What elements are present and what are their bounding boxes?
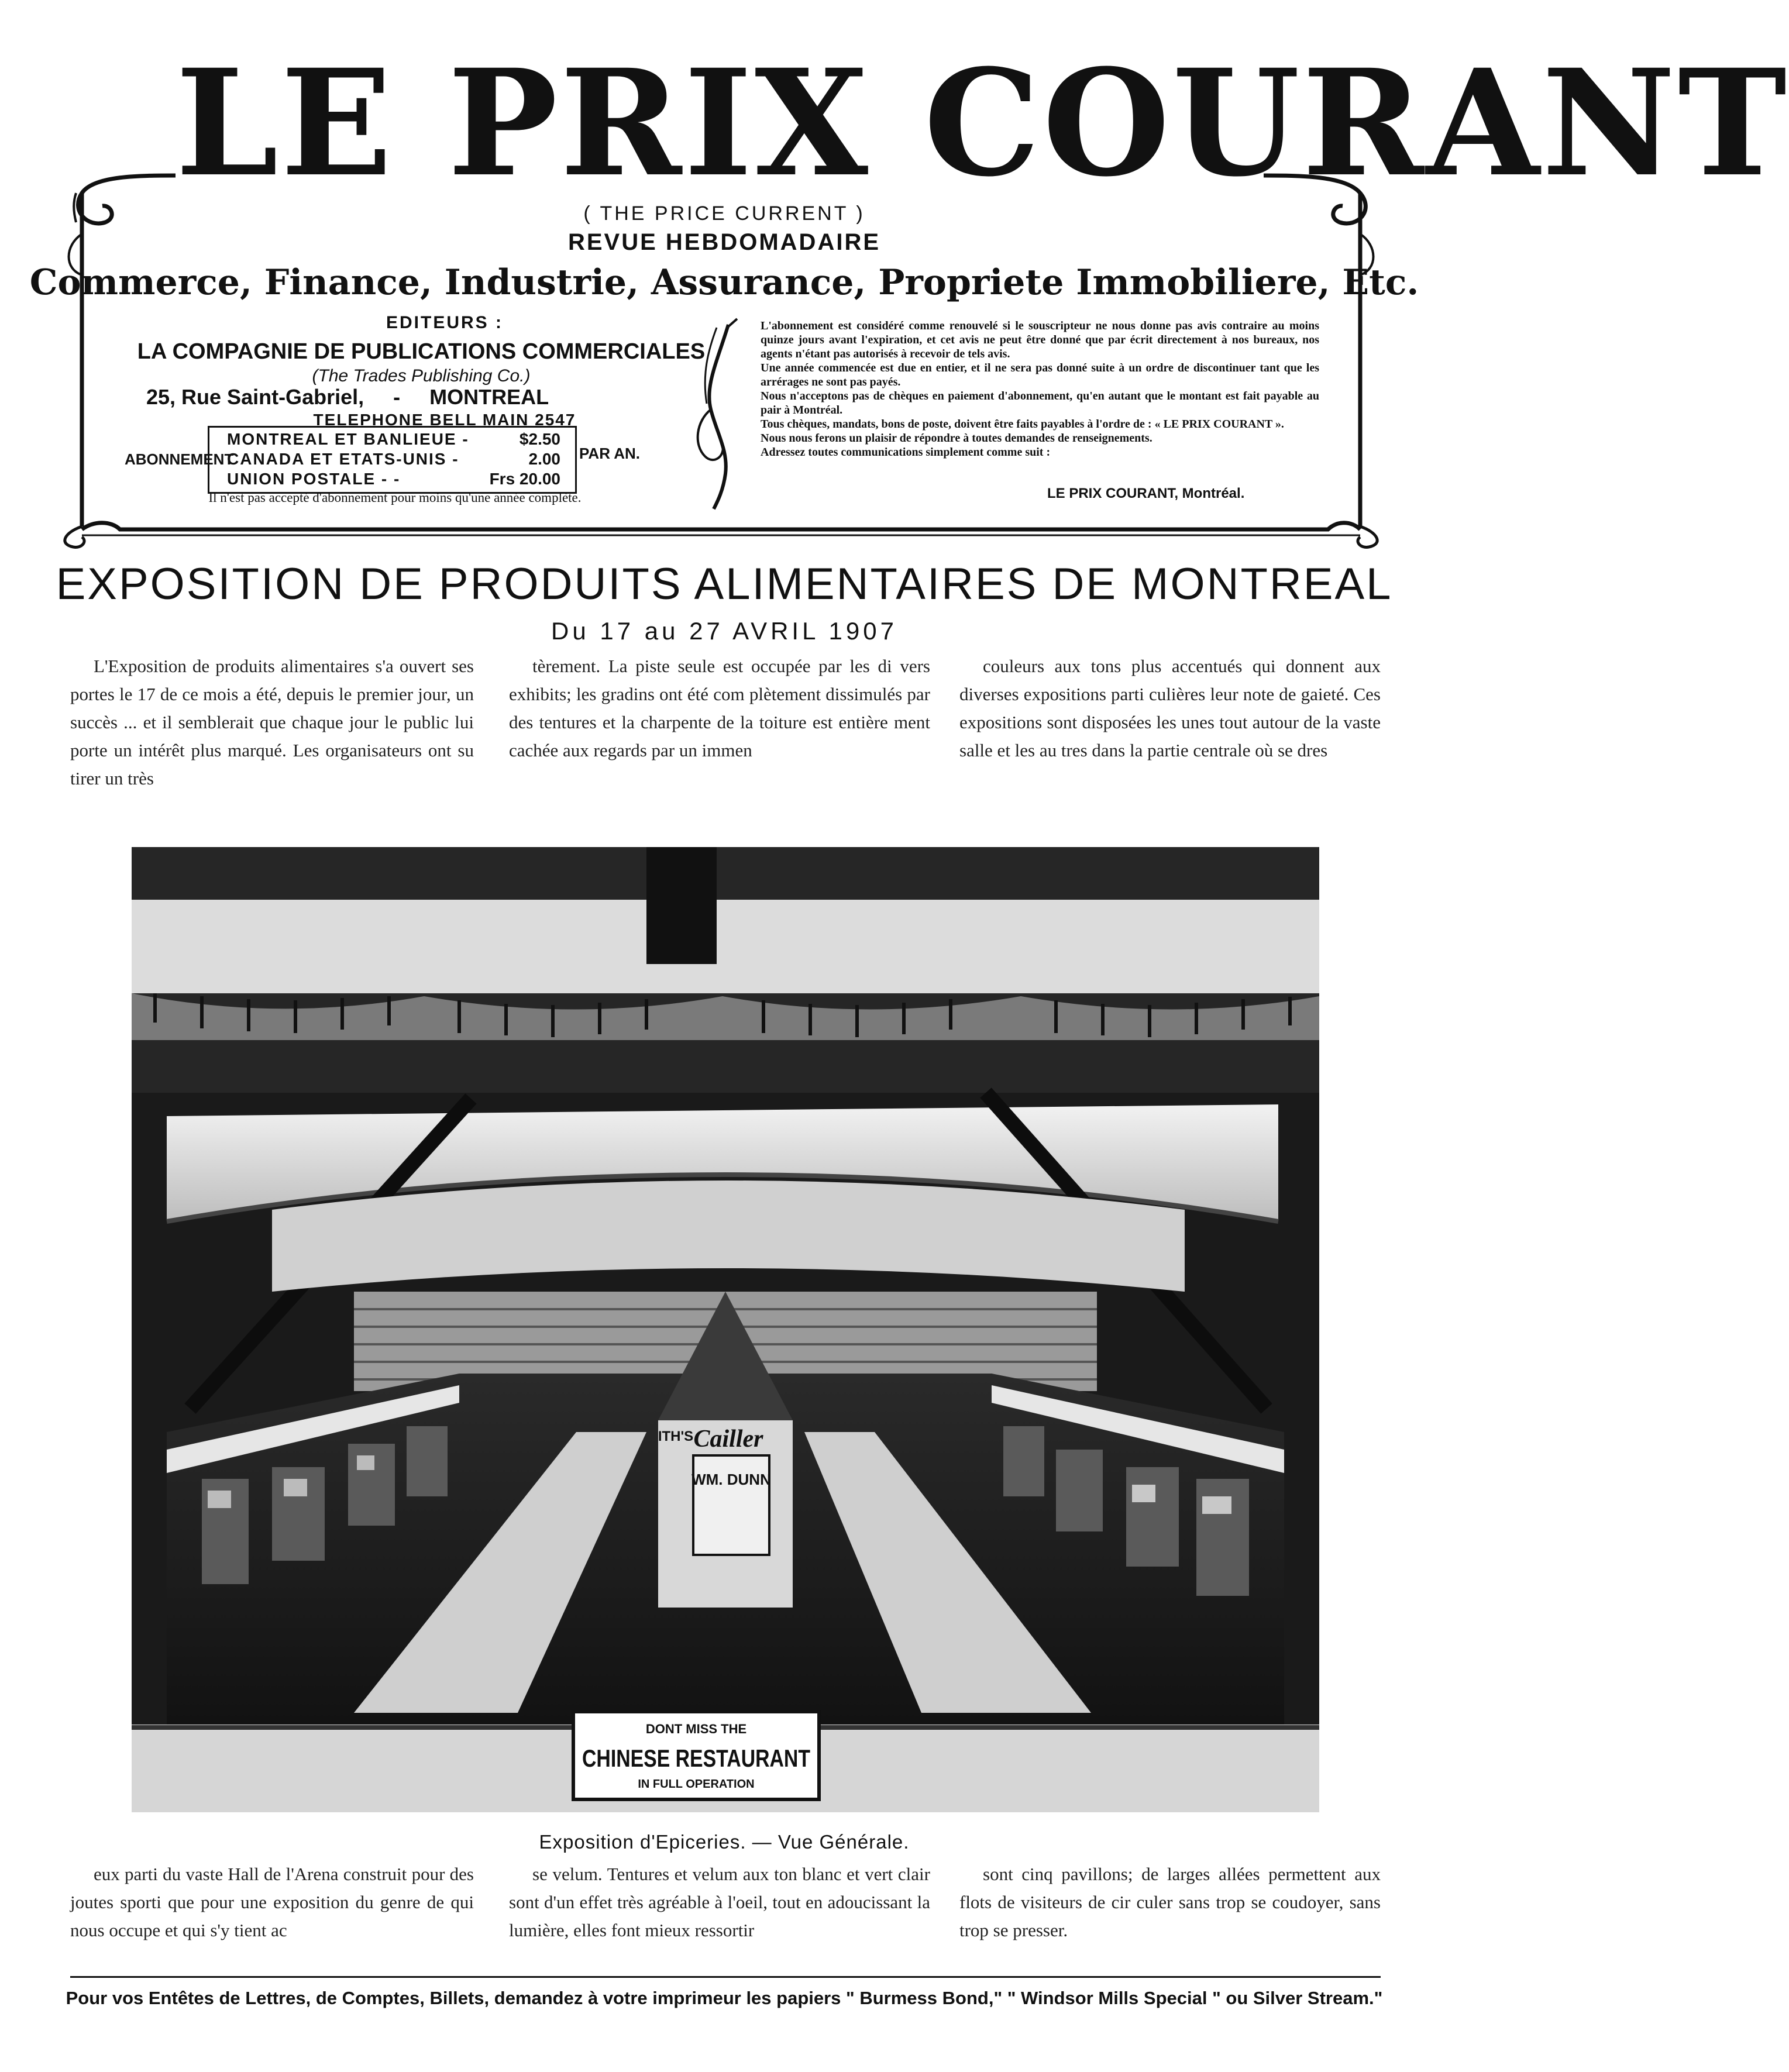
- article-column: [509, 652, 930, 765]
- notice-paragraph: Adressez toutes communications simplement comme suit :: [761, 446, 1051, 459]
- article-column: [959, 1860, 1381, 1944]
- publisher-name: LA COMPAGNIE DE PUBLICATIONS COMMERCIALES: [137, 339, 706, 364]
- article-paragraph: tèrement. La piste seule est occupée par les di vers exhibits; les gradins ont été com plètement dissimulés par des tentures et la charpente de la toiture est entière ment cachée aux regards par un immen: [509, 656, 930, 760]
- article-headline: EXPOSITION DE PRODUITS ALIMENTAIRES DE MONTREAL: [56, 559, 1393, 609]
- footer-divider: [70, 1976, 1381, 1978]
- subscription-notices: [761, 319, 1319, 459]
- per-year-label: PAR AN.: [579, 445, 640, 462]
- subscription-rates-box: [208, 426, 577, 494]
- booth-sign-dunn: WM. DUNN: [691, 1471, 771, 1488]
- article-paragraph: se velum. Tentures et velum aux ton blanc et vert clair sont d'un effet très agréable à l'oeil, tout en adoucissant la lumière, elles font mieux ressortir: [509, 1864, 930, 1940]
- article-column: [959, 652, 1381, 765]
- article-paragraph: eux parti du vaste Hall de l'Arena construit pour des joutes sporti que pour une exposition du genre de qui nous occupe et qui s'y tient ac: [70, 1864, 474, 1940]
- rate-region: MONTREAL ET BANLIEUE -: [227, 430, 469, 448]
- booth-sign-cailler: Cailler: [693, 1426, 763, 1453]
- notice-paragraph: Nous n'acceptons pas de chèques en paiement d'abonnement, qu'en autant que le montant est fait payable au pair à Montréal.: [761, 390, 1319, 417]
- masthead: [0, 0, 1789, 550]
- editors-label: EDITEURS :: [386, 313, 503, 332]
- exhibition-photo: [132, 847, 1319, 1812]
- article-column: [509, 1860, 930, 1944]
- rate-row: [227, 470, 560, 490]
- address-street: 25, Rue Saint-Gabriel,: [146, 385, 364, 409]
- exhibition-hall-illustration: [132, 847, 1319, 1812]
- restaurant-sign-line1: DONT MISS THE: [645, 1722, 747, 1736]
- article-column: [70, 652, 474, 793]
- rate-region: CANADA ET ETATS-UNIS -: [227, 450, 459, 468]
- rate-row: [227, 450, 560, 470]
- publisher-english-name: (The Trades Publishing Co.): [312, 366, 531, 386]
- notice-paragraph: Tous chèques, mandats, bons de poste, doivent être faits payables à l'ordre de : « LE PRIX COURANT ».: [761, 418, 1284, 431]
- rate-price: Frs 20.00: [489, 470, 560, 488]
- rate-row: [227, 430, 560, 450]
- subscription-label: ABONNEMENT: [125, 450, 234, 468]
- address-separator: -: [393, 385, 401, 409]
- publisher-telephone: TELEPHONE BELL MAIN 2547: [313, 411, 576, 429]
- article-paragraph: L'Exposition de produits alimentaires s'a ouvert ses portes le 17 de ce mois a été, depuis le premier jour, un succès ... et il semblerait que chaque jour le public lui porte un intérêt plus marqué. Les organisateurs ont su tirer un très: [70, 656, 474, 789]
- article-paragraph: couleurs aux tons plus accentués qui donnent aux diverses expositions parti culières leur note de gaieté. Ces expositions sont disposées les unes tout autour de la vaste salle et les au tres dans la partie centrale où se dres: [959, 656, 1381, 760]
- photo-caption: Exposition d'Epiceries. — Vue Générale.: [539, 1831, 910, 1853]
- article-dates: Du 17 au 27 AVRIL 1907: [551, 617, 897, 645]
- article-paragraph: sont cinq pavillons; de larges allées permettent aux flots de visiteurs de cir culer sans trop se coudoyer, sans trop se presser.: [959, 1864, 1381, 1940]
- publisher-address: [146, 385, 649, 409]
- notice-paragraph: L'abonnement est considéré comme renouvelé si le souscripteur ne nous donne pas avis contraire au moins quinze jours avant l'expiration, et cet avis ne peut être donné que par écrit directement à nos bureaux, nos agents n'étant pas autorisés à recevoir de tels avis.: [761, 319, 1319, 360]
- masthead-subtitle-english: ( THE PRICE CURRENT ): [583, 202, 865, 225]
- notice-signature: LE PRIX COURANT, Montréal.: [1047, 486, 1245, 501]
- footer-advertisement: Pour vos Entêtes de Lettres, de Comptes, Billets, demandez à votre imprimeur les papiers " Burmess Bond," " Windsor Mills Special " ou Silver Stream.": [66, 1988, 1383, 2008]
- subscription-minimum-note: Il n'est pas accepté d'abonnement pour moins qu'une année complète.: [208, 490, 582, 505]
- restaurant-sign-line3: IN FULL OPERATION: [638, 1778, 755, 1791]
- address-city: MONTREAL: [429, 385, 549, 409]
- booth-sign-smiths: ITH'S: [658, 1429, 694, 1444]
- notice-paragraph: Nous nous ferons un plaisir de répondre à toutes demandes de renseignements.: [761, 432, 1152, 445]
- article-column: [70, 1860, 474, 1944]
- notice-paragraph: Une année commencée est due en entier, et il ne sera pas donné suite à un ordre de discontinuer tant que les arrérages ne sont pas payés.: [761, 362, 1319, 388]
- masthead-subjects: Commerce, Finance, Industrie, Assurance, Propriete Immobiliere, Etc.: [29, 262, 1419, 303]
- masthead-title: LE PRIX COURANT: [176, 37, 1789, 209]
- rate-region: UNION POSTALE - -: [227, 470, 401, 488]
- masthead-subtitle-french: REVUE HEBDOMADAIRE: [567, 229, 881, 255]
- rate-price: $2.50: [519, 430, 560, 448]
- restaurant-sign-line2: CHINESE RESTAURANT: [582, 1744, 811, 1772]
- rate-price: 2.00: [528, 450, 560, 468]
